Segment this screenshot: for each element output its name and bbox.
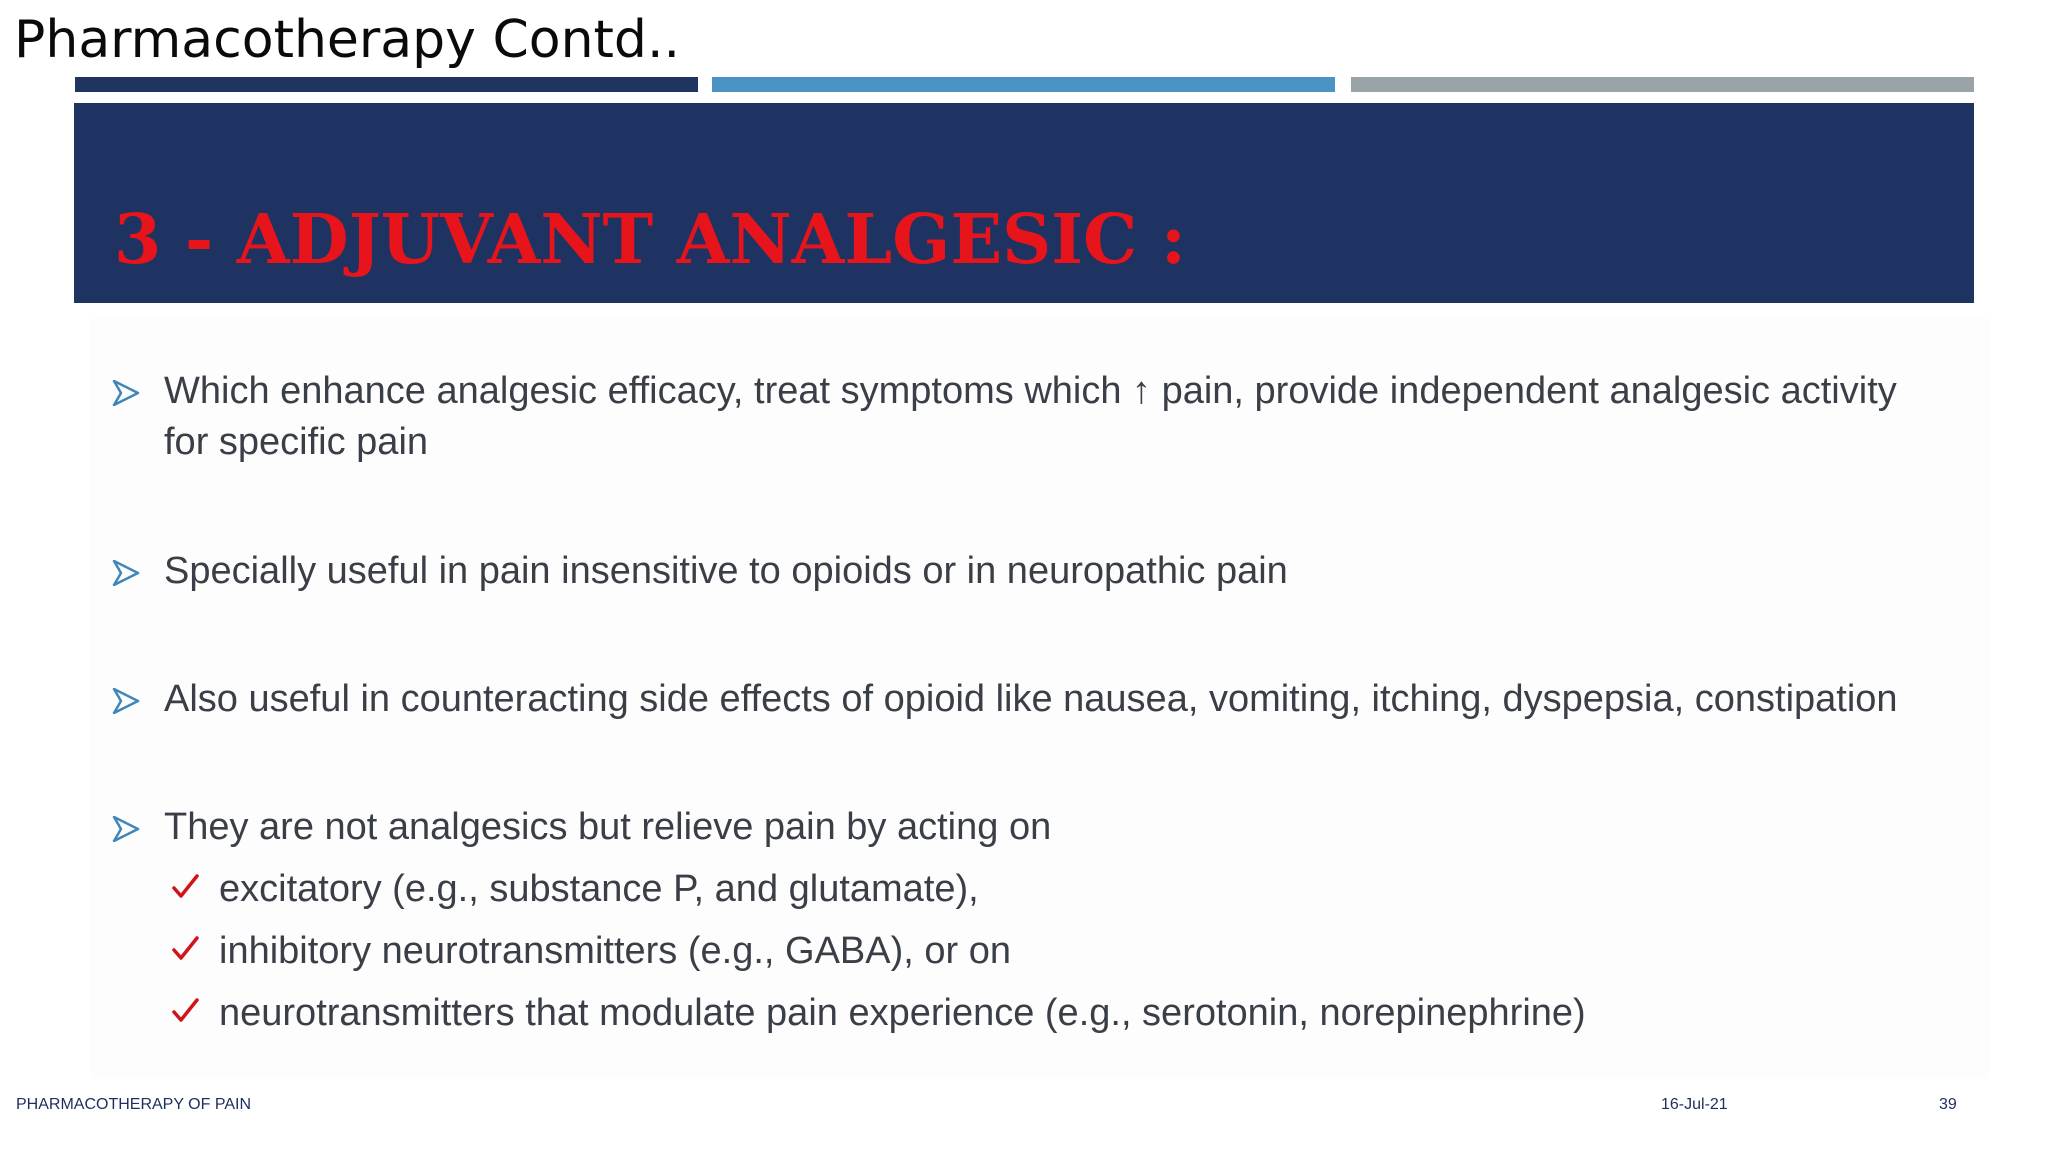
footer-date: 16-Jul-21 [1661,1096,1728,1113]
arrow-bullet-icon [112,816,140,842]
accent-bar-gray [1351,77,1974,92]
slide-title: 3 - ADJUVANT ANALGESIC : [114,200,1186,280]
sub-bullet-item [170,988,1970,1040]
bullet-text: Specially useful in pain insensitive to opioids or in neuropathic pain [164,550,1288,592]
sub-bullet-text: excitatory (e.g., substance P, and glutamate), [219,868,979,910]
bullet-text [164,366,2048,468]
page-heading: Pharmacotherapy Contd.. [14,10,680,70]
checkmark-icon [170,996,200,1026]
sub-bullet-text: inhibitory neurotransmitters (e.g., GABA), or on [219,930,1011,972]
bullet-text: Also useful in counteracting side effects of opioid like nausea, vomiting, itching, dyspepsia, constipation [164,678,1898,720]
sub-bullet-text: neurotransmitters that modulate pain experience (e.g., serotonin, norepinephrine) [219,992,1586,1034]
arrow-bullet-icon [112,688,140,714]
page-number: 39 [1939,1096,1957,1113]
arrow-bullet-icon [112,560,140,586]
accent-bar-light-blue [712,77,1335,92]
footer-title: PHARMACOTHERAPY OF PAIN [16,1096,251,1113]
arrow-bullet-icon [112,380,140,406]
sub-bullet-item [170,864,1970,916]
content-panel [90,318,1990,1078]
bullet-text-line: Which enhance analgesic efficacy, treat symptoms which ↑ pain, provide independent analgesic activity [164,370,1897,412]
checkmark-icon [170,934,200,964]
accent-bar-dark-blue [75,77,698,92]
bullet-text-line: for specific pain [164,421,429,463]
sub-bullet-item [170,926,1970,978]
bullet-text: They are not analgesics but relieve pain by acting on [164,806,1052,848]
title-band [74,103,1974,303]
checkmark-icon [170,872,200,902]
